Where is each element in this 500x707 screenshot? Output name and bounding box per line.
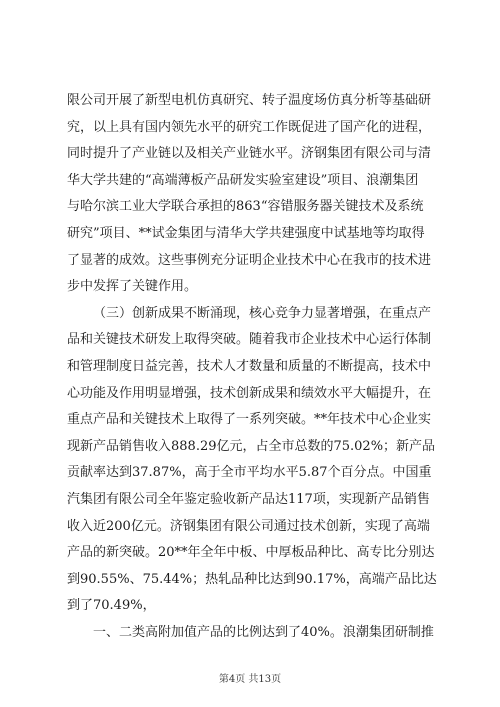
- page-footer: 第4页 共13页: [218, 674, 282, 685]
- text-line: 与哈尔滨工业大学联合承担的863“容错服务器关键技术及系统: [67, 199, 424, 215]
- text-line: 步中发挥了关键作用。: [67, 279, 198, 295]
- text-line: 和管理制度日益完善，技术人才数量和质量的不断提高，技术中: [67, 358, 432, 374]
- body-text: [67, 88, 445, 646]
- text-line: 限公司开展了新型电机仿真研究、转子温度场仿真分析等基础研: [67, 93, 432, 108]
- text-line: 华大学共建的“高端薄板产品研发实验室建设”项目、浪潮集团: [67, 172, 419, 188]
- text-line: 产品的新突破。20**年全年中板、中厚板品种比、高专比分别达: [67, 545, 435, 561]
- text-line: 心功能及作用明显增强，技术创新成果和绩效水平大幅提升，在: [67, 385, 432, 401]
- text-line: 现新产品销售收入888.29亿元，占全市总数的75.02%；新产品: [67, 438, 436, 454]
- text-line: 到了70.49%，: [67, 598, 156, 614]
- text-line: 究，以上具有国内领先水平的研究工作既促进了国产化的进程，: [67, 119, 432, 135]
- paragraph-start-line: （三）创新成果不断涌现，核心竞争力显著增强，在重点产: [93, 305, 432, 321]
- text-line: 重点产品和关键技术上取得了一系列突破。**年技术中心企业实: [67, 412, 432, 428]
- text-line: 研究”项目、**试金集团与清华大学共建强度中试基地等均取得: [67, 225, 425, 241]
- text-line: 到90.55%、75.44%；热轧品种比达到90.17%，高端产品比达: [67, 571, 437, 587]
- text-line: 品和关键技术研发上取得突破。随着我市企业技术中心运行体制: [67, 332, 432, 348]
- text-line: 了显著的成效。这些事例充分证明企业技术中心在我市的技术进: [67, 252, 432, 268]
- text-line: 同时提升了产业链以及相关产业链水平。济钢集团有限公司与清: [67, 146, 432, 162]
- text-line: 贡献率达到37.87%，高于全市平均水平5.87个百分点。中国重: [67, 465, 432, 481]
- text-line: 汽集团有限公司全年鉴定验收新产品达117项，实现新产品销售: [67, 491, 430, 507]
- paragraph-start-line: 一、二类高附加值产品的比例达到了40%。浪潮集团研制推: [93, 624, 434, 640]
- text-line: 收入近200亿元。济钢集团有限公司通过技术创新，实现了高端: [67, 518, 430, 534]
